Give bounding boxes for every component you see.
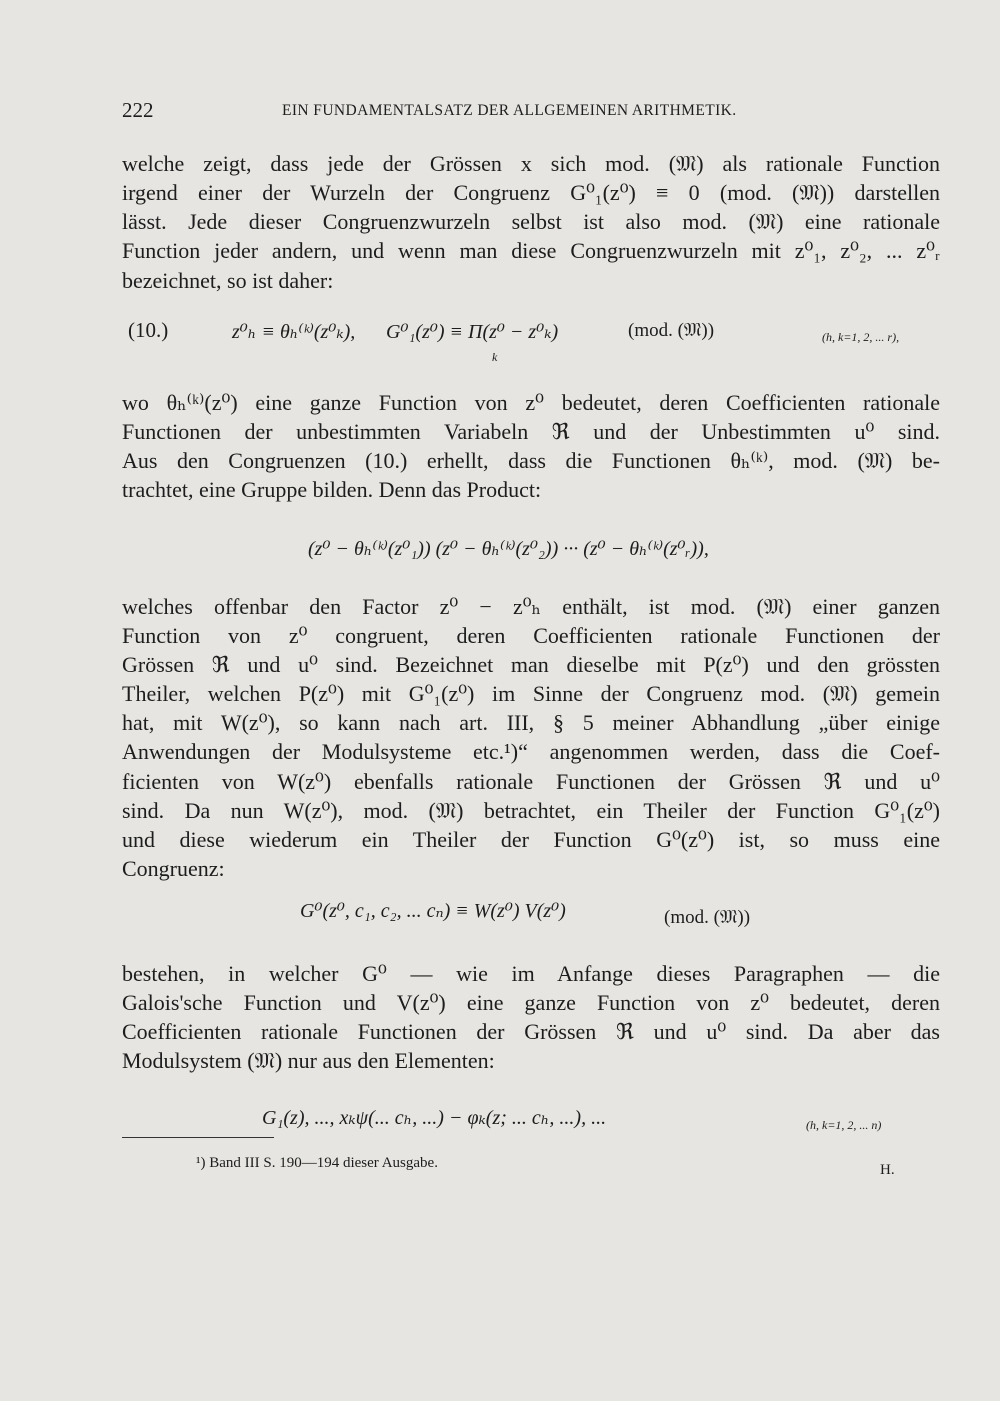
index-condition: (h, k=1, 2, ... r), [822, 330, 900, 344]
text-line: wo θₕ⁽ᵏ⁾(z⁰) eine ganze Function von z⁰ bedeutet, deren Coefficienten rationale [122, 390, 940, 415]
modulus-label: (mod. (𝔐)) [664, 907, 751, 928]
text-line: welches offenbar den Factor z⁰ − z⁰ₕ enthält, ist mod. (𝔐) einer ganzen [122, 594, 940, 619]
elements-equation: G₁(z), ..., xₖψ(... cₕ, ...) − φₖ(z; ... cₕ, ...), ... [262, 1107, 607, 1129]
text-line: sind. Da nun W(z⁰), mod. (𝔐) betrachtet, ein Theiler der Function G⁰₁(z⁰) [122, 798, 940, 823]
text-line: Coefficienten rationale Functionen der Grössen ℜ und u⁰ sind. Da aber das [122, 1019, 940, 1044]
congruence-equation: G⁰(z⁰, c₁, c₂, ... cₙ) ≡ W(z⁰) V(z⁰) [300, 900, 566, 922]
text-line: Congruenz: [122, 856, 225, 881]
footnote-text: ¹) Band III S. 190—194 dieser Ausgabe. [196, 1155, 438, 1171]
running-title: EIN FUNDAMENTALSATZ DER ALLGEMEINEN ARITHMETIK. [282, 102, 737, 119]
product-index: k [492, 350, 498, 364]
text-line: Galois'sche Function und V(z⁰) eine ganze Function von z⁰ bedeutet, deren [122, 990, 940, 1015]
equation-rhs: G⁰₁(z⁰) ≡ Π(z⁰ − z⁰ₖ) [386, 321, 559, 343]
equation-number: (10.) [128, 318, 169, 342]
text-line: welche zeigt, dass jede der Grössen x sich mod. (𝔐) als rationale Function [122, 151, 940, 176]
page-header [122, 98, 952, 128]
product-equation: (z⁰ − θₕ⁽ᵏ⁾(z⁰₁)) (z⁰ − θₕ⁽ᵏ⁾(z⁰₂)) ··· (z⁰ − θₕ⁽ᵏ⁾(z⁰ᵣ)), [308, 538, 709, 560]
text-line: ficienten von W(z⁰) ebenfalls rationale Functionen der Grössen ℜ und u⁰ [122, 769, 940, 794]
text-line: Modulsystem (𝔐) nur aus den Elementen: [122, 1048, 495, 1073]
footnote-rule [122, 1137, 274, 1138]
text-line: bestehen, in welcher G⁰ — wie im Anfange dieses Paragraphen — die [122, 961, 940, 986]
text-line: bezeichnet, so ist daher: [122, 268, 334, 293]
text-line: Theiler, welchen P(z⁰) mit G⁰₁(z⁰) im Sinne der Congruenz mod. (𝔐) gemein [122, 681, 940, 706]
text-line: hat, mit W(z⁰), so kann nach art. III, § 5 meiner Abhandlung „über einige [122, 710, 940, 735]
text-line: Function von z⁰ congruent, deren Coefficienten rationale Functionen der [122, 623, 940, 648]
footnote-signature: H. [880, 1162, 895, 1178]
text-line: Functionen der unbestimmten Variabeln ℜ und der Unbestimmten u⁰ sind. [122, 419, 940, 444]
text-line: und diese wiederum ein Theiler der Function G⁰(z⁰) ist, so muss eine [122, 827, 940, 852]
text-line: irgend einer der Wurzeln der Congruenz G⁰₁(z⁰) ≡ 0 (mod. (𝔐)) darstellen [122, 180, 940, 205]
text-line: Aus den Congruenzen (10.) erhellt, dass die Functionen θₕ⁽ᵏ⁾, mod. (𝔐) be- [122, 448, 940, 473]
text-line: lässt. Jede dieser Congruenzwurzeln selbst ist also mod. (𝔐) eine rationale [122, 209, 940, 234]
text-line: Anwendungen der Modulsysteme etc.¹)“ angenommen werden, dass die Coef- [122, 739, 940, 764]
text-line: trachtet, eine Gruppe bilden. Denn das Product: [122, 477, 542, 502]
equation-lhs: z⁰ₕ ≡ θₕ⁽ᵏ⁾(z⁰ₖ), [232, 321, 356, 343]
page-number: 222 [122, 98, 154, 122]
modulus-label: (mod. (𝔐)) [628, 320, 715, 341]
text-line: Function jeder andern, und wenn man diese Congruenzwurzeln mit z⁰₁, z⁰₂, ... z⁰ᵣ [122, 238, 940, 263]
index-condition: (h, k=1, 2, ... n) [806, 1118, 882, 1132]
text-line: Grössen ℜ und u⁰ sind. Bezeichnet man dieselbe mit P(z⁰) und den grössten [122, 652, 940, 677]
